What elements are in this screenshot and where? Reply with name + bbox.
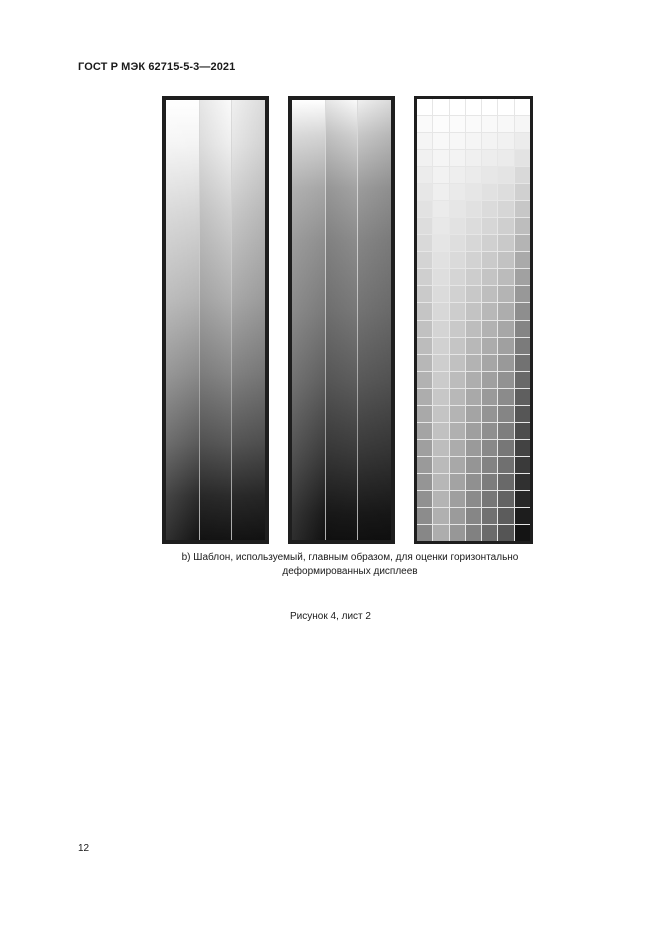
grid-cell <box>450 372 465 388</box>
grid-cell <box>482 406 497 422</box>
grid-cell <box>450 218 465 234</box>
grid-cell <box>498 235 513 251</box>
grid-cell <box>466 235 481 251</box>
grid-cell <box>482 491 497 507</box>
grid-cell <box>466 252 481 268</box>
grid-cell <box>433 235 448 251</box>
grid-cell <box>466 457 481 473</box>
grid-cell <box>515 508 530 524</box>
stripe-middle <box>199 100 232 540</box>
grid-cell <box>450 235 465 251</box>
grid-cell <box>417 201 432 217</box>
grayscale-step-grid <box>417 99 530 541</box>
stripe-middle <box>325 100 358 540</box>
grid-cell <box>433 201 448 217</box>
grid-cell <box>482 252 497 268</box>
grid-cell <box>482 525 497 541</box>
grid-cell <box>466 201 481 217</box>
grid-cell <box>417 269 432 285</box>
grid-cell <box>466 389 481 405</box>
grid-cell <box>515 167 530 183</box>
grid-cell <box>466 269 481 285</box>
grid-cell <box>482 201 497 217</box>
grid-cell <box>417 116 432 132</box>
grid-cell <box>450 150 465 166</box>
grid-cell <box>515 491 530 507</box>
grid-cell <box>433 116 448 132</box>
grid-cell <box>417 303 432 319</box>
grid-cell <box>466 406 481 422</box>
grid-cell <box>466 167 481 183</box>
grid-cell <box>417 423 432 439</box>
grid-cell <box>498 201 513 217</box>
grid-cell <box>433 474 448 490</box>
grid-cell <box>515 150 530 166</box>
page-number: 12 <box>78 843 90 854</box>
figure-title: Рисунок 4, лист 2 <box>290 611 371 622</box>
gradient-stripes <box>166 100 265 540</box>
grid-cell <box>515 457 530 473</box>
grid-cell <box>450 355 465 371</box>
grid-cell <box>498 474 513 490</box>
grid-cell <box>482 303 497 319</box>
grid-cell <box>482 133 497 149</box>
grid-cell <box>433 355 448 371</box>
grid-cell <box>433 167 448 183</box>
grid-cell <box>417 286 432 302</box>
grid-cell <box>498 406 513 422</box>
grid-cell <box>450 440 465 456</box>
grid-cell <box>417 508 432 524</box>
grid-cell <box>466 508 481 524</box>
grid-cell <box>433 269 448 285</box>
grid-cell <box>515 235 530 251</box>
grid-cell <box>482 474 497 490</box>
grid-cell <box>450 252 465 268</box>
grid-cell <box>498 372 513 388</box>
grid-cell <box>482 372 497 388</box>
grid-cell <box>433 133 448 149</box>
grid-cell <box>433 440 448 456</box>
grid-cell <box>466 133 481 149</box>
grid-cell <box>433 321 448 337</box>
grid-cell <box>466 491 481 507</box>
grid-cell <box>450 201 465 217</box>
grid-cell <box>498 423 513 439</box>
grid-cell <box>417 491 432 507</box>
stripe-divider <box>199 100 200 540</box>
grid-cell <box>482 338 497 354</box>
grid-cell <box>515 338 530 354</box>
grid-cell <box>450 491 465 507</box>
grid-cell <box>515 406 530 422</box>
grid-cell <box>498 99 513 115</box>
grid-cell <box>498 184 513 200</box>
grid-cell <box>466 99 481 115</box>
grid-cell <box>515 201 530 217</box>
grid-cell <box>498 286 513 302</box>
grid-cell <box>466 474 481 490</box>
grid-cell <box>515 252 530 268</box>
grid-cell <box>515 133 530 149</box>
test-pattern-panel-1 <box>162 96 269 544</box>
grid-cell <box>498 338 513 354</box>
stripe-left <box>166 100 199 540</box>
grid-cell <box>498 321 513 337</box>
grid-cell <box>433 303 448 319</box>
grid-cell <box>515 303 530 319</box>
grid-cell <box>466 525 481 541</box>
grid-cell <box>515 116 530 132</box>
grid-cell <box>498 116 513 132</box>
stripe-divider <box>325 100 326 540</box>
figure-caption: b) Шаблон, используемый, главным образом, для оценки горизонтально деформированных дисплеев <box>181 552 519 577</box>
grid-cell <box>515 184 530 200</box>
grid-cell <box>498 167 513 183</box>
grid-cell <box>417 252 432 268</box>
grid-cell <box>450 525 465 541</box>
grid-cell <box>466 338 481 354</box>
grid-cell <box>450 338 465 354</box>
grid-cell <box>515 440 530 456</box>
grid-cell <box>433 423 448 439</box>
grid-cell <box>433 252 448 268</box>
grid-cell <box>417 218 432 234</box>
grid-cell <box>466 218 481 234</box>
grid-cell <box>433 457 448 473</box>
grid-cell <box>515 269 530 285</box>
grid-cell <box>450 133 465 149</box>
grid-cell <box>417 525 432 541</box>
grid-cell <box>450 474 465 490</box>
grid-cell <box>498 252 513 268</box>
grid-cell <box>482 508 497 524</box>
grid-cell <box>417 372 432 388</box>
grid-cell <box>498 218 513 234</box>
grid-cell <box>515 474 530 490</box>
grid-cell <box>417 457 432 473</box>
grid-cell <box>466 184 481 200</box>
grid-cell <box>515 389 530 405</box>
grid-cell <box>433 372 448 388</box>
grid-cell <box>433 491 448 507</box>
grid-cell <box>466 150 481 166</box>
grid-cell <box>417 99 432 115</box>
grid-cell <box>417 321 432 337</box>
grid-cell <box>433 286 448 302</box>
grid-cell <box>417 355 432 371</box>
grid-cell <box>450 303 465 319</box>
grid-cell <box>450 389 465 405</box>
grid-cell <box>498 389 513 405</box>
grid-cell <box>450 508 465 524</box>
grid-cell <box>450 286 465 302</box>
grid-cell <box>450 167 465 183</box>
grid-cell <box>482 389 497 405</box>
test-pattern-panel-3 <box>414 96 533 544</box>
grid-cell <box>450 457 465 473</box>
grid-cell <box>417 167 432 183</box>
grid-cell <box>466 355 481 371</box>
stripe-left <box>292 100 325 540</box>
grid-cell <box>482 457 497 473</box>
grid-cell <box>482 167 497 183</box>
grid-cell <box>433 389 448 405</box>
grid-cell <box>515 321 530 337</box>
grid-cell <box>466 303 481 319</box>
document-header: ГОСТ Р МЭК 62715-5-3—2021 <box>78 61 236 73</box>
grid-cell <box>417 150 432 166</box>
grid-cell <box>466 116 481 132</box>
grid-cell <box>450 269 465 285</box>
grid-cell <box>498 508 513 524</box>
grid-cell <box>466 286 481 302</box>
grid-cell <box>482 440 497 456</box>
grid-cell <box>433 150 448 166</box>
stripe-divider <box>357 100 358 540</box>
grid-cell <box>482 184 497 200</box>
grid-cell <box>482 150 497 166</box>
grid-cell <box>466 440 481 456</box>
grid-cell <box>466 423 481 439</box>
grid-cell <box>515 218 530 234</box>
grid-cell <box>498 457 513 473</box>
grid-cell <box>482 355 497 371</box>
grid-cell <box>417 133 432 149</box>
grid-cell <box>433 338 448 354</box>
grid-cell <box>417 389 432 405</box>
grid-cell <box>450 99 465 115</box>
grid-cell <box>498 303 513 319</box>
grid-cell <box>466 372 481 388</box>
grid-cell <box>417 184 432 200</box>
grid-cell <box>450 406 465 422</box>
grid-cell <box>417 440 432 456</box>
grid-cell <box>515 286 530 302</box>
grid-cell <box>498 355 513 371</box>
grid-cell <box>450 184 465 200</box>
stripe-right <box>231 100 265 540</box>
grid-cell <box>433 525 448 541</box>
grid-cell <box>450 116 465 132</box>
grid-cell <box>498 133 513 149</box>
grid-cell <box>515 372 530 388</box>
grid-cell <box>433 184 448 200</box>
grid-cell <box>515 355 530 371</box>
stripe-right <box>357 100 391 540</box>
grid-cell <box>498 525 513 541</box>
grid-cell <box>417 338 432 354</box>
grid-cell <box>482 99 497 115</box>
grid-cell <box>466 321 481 337</box>
grid-cell <box>482 116 497 132</box>
grid-cell <box>450 321 465 337</box>
grid-cell <box>498 269 513 285</box>
grid-cell <box>417 406 432 422</box>
test-pattern-panel-2 <box>288 96 395 544</box>
grid-cell <box>433 218 448 234</box>
stripe-divider <box>231 100 232 540</box>
grid-cell <box>498 491 513 507</box>
grid-cell <box>498 440 513 456</box>
grid-cell <box>515 99 530 115</box>
grid-cell <box>417 474 432 490</box>
grid-cell <box>450 423 465 439</box>
grid-cell <box>433 99 448 115</box>
grid-cell <box>482 321 497 337</box>
gradient-stripes <box>292 100 391 540</box>
grid-cell <box>433 508 448 524</box>
grid-cell <box>482 218 497 234</box>
grid-cell <box>433 406 448 422</box>
grid-cell <box>482 286 497 302</box>
grid-cell <box>515 423 530 439</box>
grid-cell <box>482 235 497 251</box>
grid-cell <box>417 235 432 251</box>
grid-cell <box>498 150 513 166</box>
grid-cell <box>515 525 530 541</box>
grid-cell <box>482 423 497 439</box>
grid-cell <box>482 269 497 285</box>
